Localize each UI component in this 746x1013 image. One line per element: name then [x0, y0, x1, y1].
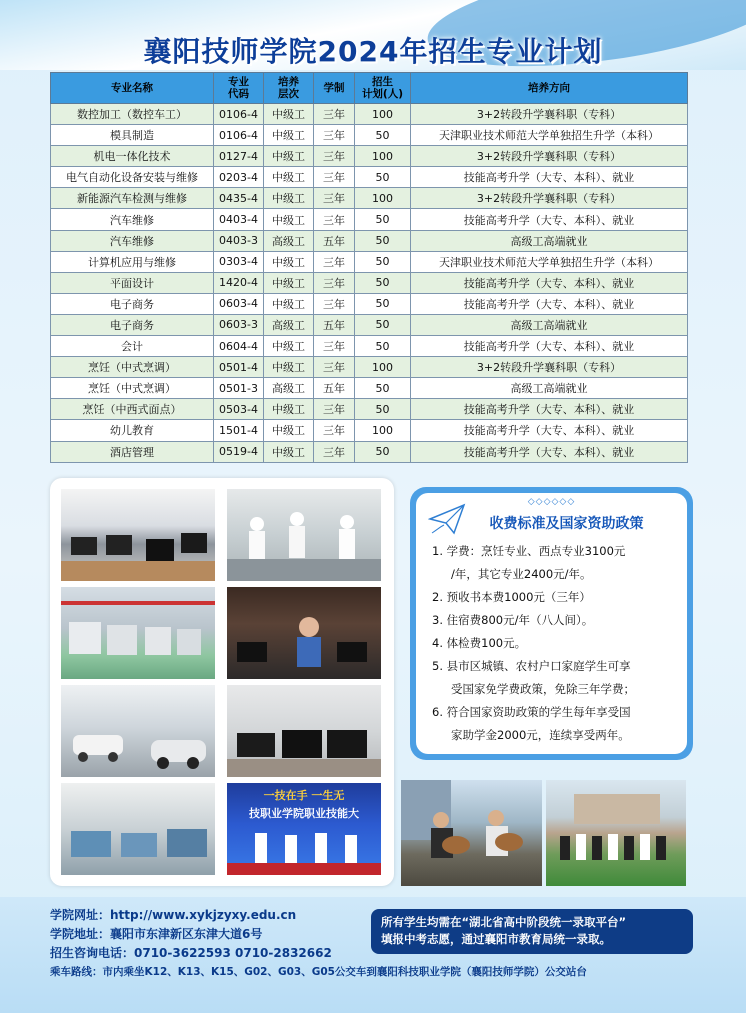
cell-duration: 三年	[314, 209, 355, 230]
fee-policy-panel	[410, 487, 693, 760]
cell-enrollment-plan: 50	[355, 441, 411, 462]
footer-address: 学院地址：襄阳市东津新区东津大道6号	[50, 927, 263, 941]
cell-training-direction: 技能高考升学（大专、本科）、就业	[411, 272, 688, 293]
computer-class-photo	[227, 587, 381, 679]
cell-training-direction: 3+2转段升学襄科职（专科）	[411, 146, 688, 167]
cell-major-code: 0603-4	[214, 293, 264, 314]
fee-item	[432, 655, 677, 701]
cell-enrollment-plan: 100	[355, 357, 411, 378]
fee-policy-card	[416, 493, 687, 754]
cell-training-level: 中级工	[264, 357, 314, 378]
cell-training-level: 中级工	[264, 336, 314, 357]
dancers-illustration	[227, 783, 381, 875]
cell-training-level: 中级工	[264, 293, 314, 314]
table-row	[51, 104, 688, 125]
cell-training-direction: 技能高考升学（大专、本科）、就业	[411, 336, 688, 357]
stage-banner-top: 一技在手 一生无	[263, 789, 345, 802]
cell-duration: 三年	[314, 251, 355, 272]
cell-training-level: 中级工	[264, 420, 314, 441]
cell-training-direction: 技能高考升学（大专、本科）、就业	[411, 441, 688, 462]
table-row	[51, 336, 688, 357]
table-row	[51, 272, 688, 293]
cell-major-code: 0106-4	[214, 104, 264, 125]
fee-item-text: 5. 县市区城镇、农村户口家庭学生可享	[432, 659, 631, 673]
guitar-students-photo	[401, 780, 542, 886]
admission-notice-line2: 填报中考志愿，通过襄阳市教育局统一录取。	[381, 932, 611, 946]
cell-major-code: 0604-4	[214, 336, 264, 357]
cell-enrollment-plan: 100	[355, 104, 411, 125]
computer-class-illustration	[227, 587, 381, 679]
enrollment-plan-table	[50, 72, 688, 463]
cell-enrollment-plan: 50	[355, 209, 411, 230]
table-row	[51, 399, 688, 420]
cell-major-code: 1501-4	[214, 420, 264, 441]
table-row	[51, 167, 688, 188]
header-training-direction: 培养方向	[411, 73, 688, 104]
cell-training-direction: 技能高考升学（大专、本科）、就业	[411, 209, 688, 230]
cell-training-direction: 技能高考升学（大专、本科）、就业	[411, 293, 688, 314]
student-group-illustration	[546, 780, 686, 886]
cell-major-code: 0603-3	[214, 314, 264, 335]
cell-training-level: 高级工	[264, 230, 314, 251]
cell-major-name: 会计	[51, 336, 214, 357]
student-group-photo	[546, 780, 686, 886]
fee-item-text: 3. 住宿费800元/年（八人间）。	[432, 613, 594, 627]
cooking-class-photo	[227, 489, 381, 581]
cell-major-name: 机电一体化技术	[51, 146, 214, 167]
header-enrollment-plan: 招生 计划(人)	[355, 73, 411, 104]
cell-major-code: 0503-4	[214, 399, 264, 420]
table-row	[51, 441, 688, 462]
cell-major-code: 0501-4	[214, 357, 264, 378]
guitar-students-illustration	[401, 780, 542, 886]
cell-duration: 三年	[314, 293, 355, 314]
cell-enrollment-plan: 50	[355, 399, 411, 420]
admission-notice	[371, 909, 693, 954]
table-row	[51, 125, 688, 146]
cell-duration: 三年	[314, 125, 355, 146]
cell-duration: 三年	[314, 441, 355, 462]
cell-major-name: 酒店管理	[51, 441, 214, 462]
cell-enrollment-plan: 50	[355, 167, 411, 188]
cell-training-level: 中级工	[264, 209, 314, 230]
mechanical-training-illustration	[61, 783, 215, 875]
cell-major-name: 平面设计	[51, 272, 214, 293]
header-major-name: 专业名称	[51, 73, 214, 104]
fee-item	[432, 632, 677, 655]
cell-major-code: 0106-4	[214, 125, 264, 146]
cell-major-code: 0519-4	[214, 441, 264, 462]
electronics-lab-illustration	[227, 685, 381, 777]
electronics-lab-photo	[227, 685, 381, 777]
fee-item	[432, 540, 677, 586]
cell-duration: 五年	[314, 230, 355, 251]
auto-repair-illustration	[61, 685, 215, 777]
fee-policy-title: 收费标准及国家资助政策	[489, 516, 644, 532]
fee-item	[432, 586, 677, 609]
skills-competition-stage-photo	[227, 783, 381, 875]
table-row	[51, 188, 688, 209]
cell-training-direction: 高级工高端就业	[411, 230, 688, 251]
cell-duration: 三年	[314, 146, 355, 167]
table-row	[51, 146, 688, 167]
cell-training-level: 中级工	[264, 104, 314, 125]
stage-banner-bottom: 技职业学院职业技能大	[249, 807, 359, 820]
cell-duration: 五年	[314, 314, 355, 335]
page-title: 襄阳技师学院2024年招生专业计划	[143, 35, 603, 68]
cell-major-name: 电子商务	[51, 314, 214, 335]
cell-major-code: 0435-4	[214, 188, 264, 209]
footer-phone: 招生咨询电话：0710-3622593 0710-2832662	[50, 946, 332, 960]
cell-training-level: 中级工	[264, 188, 314, 209]
cell-duration: 三年	[314, 420, 355, 441]
header-duration: 学制	[314, 73, 355, 104]
cell-training-direction: 3+2转段升学襄科职（专科）	[411, 104, 688, 125]
cell-enrollment-plan: 50	[355, 230, 411, 251]
admission-notice-line1: 所有学生均需在“湖北省高中阶段统一录取平台”	[381, 915, 627, 929]
decorative-dots: ◇◇◇◇◇◇	[527, 497, 576, 507]
cell-major-code: 0501-3	[214, 378, 264, 399]
cell-major-name: 新能源汽车检测与维修	[51, 188, 214, 209]
cell-major-code: 0127-4	[214, 146, 264, 167]
cell-enrollment-plan: 50	[355, 336, 411, 357]
footer-bus-route: 乘车路线：市内乘坐K12、K13、K15、G02、G03、G05公交车到襄阳科技职业学院（襄阳技师学院）公交站台	[50, 966, 587, 978]
mechanical-training-photo	[61, 783, 215, 875]
fee-item-continuation: /年，其它专业2400元/年。	[451, 567, 592, 581]
cell-major-name: 幼儿教育	[51, 420, 214, 441]
table-row	[51, 357, 688, 378]
cell-training-level: 中级工	[264, 146, 314, 167]
fee-item-continuation: 受国家免学费政策，免除三年学费；	[451, 682, 635, 696]
table-header-row	[51, 73, 688, 104]
cell-major-name: 电气自动化设备安装与维修	[51, 167, 214, 188]
table-row	[51, 314, 688, 335]
fee-item-text: 4. 体检费100元。	[432, 636, 527, 650]
cell-duration: 三年	[314, 357, 355, 378]
header-major-code: 专业 代码	[214, 73, 264, 104]
cell-training-level: 中级工	[264, 125, 314, 146]
fee-item-text: 6. 符合国家资助政策的学生每年享受国	[432, 705, 631, 719]
cell-training-level: 高级工	[264, 378, 314, 399]
cell-enrollment-plan: 50	[355, 272, 411, 293]
cell-training-direction: 技能高考升学（大专、本科）、就业	[411, 399, 688, 420]
cell-major-code: 0403-4	[214, 209, 264, 230]
auto-repair-workshop-photo	[61, 685, 215, 777]
cell-training-direction: 高级工高端就业	[411, 378, 688, 399]
fee-policy-list	[432, 540, 677, 747]
cell-duration: 三年	[314, 272, 355, 293]
cell-major-code: 0403-3	[214, 230, 264, 251]
cell-duration: 三年	[314, 167, 355, 188]
cell-duration: 三年	[314, 188, 355, 209]
cell-major-name: 数控加工（数控车工）	[51, 104, 214, 125]
cell-training-level: 高级工	[264, 314, 314, 335]
table-row	[51, 209, 688, 230]
cell-major-code: 0203-4	[214, 167, 264, 188]
table-row	[51, 230, 688, 251]
cell-enrollment-plan: 100	[355, 420, 411, 441]
cell-major-name: 电子商务	[51, 293, 214, 314]
fee-item-text: 2. 预收书本费1000元（三年）	[432, 590, 591, 604]
header-training-level: 培养 层次	[264, 73, 314, 104]
cell-duration: 三年	[314, 336, 355, 357]
computer-lab-photo	[61, 489, 215, 581]
cell-training-level: 中级工	[264, 441, 314, 462]
fee-item-continuation: 家助学金2000元，连续享受两年。	[451, 728, 630, 742]
cell-major-code: 0303-4	[214, 251, 264, 272]
table-row	[51, 251, 688, 272]
table-row	[51, 378, 688, 399]
cell-enrollment-plan: 100	[355, 188, 411, 209]
cell-major-name: 计算机应用与维修	[51, 251, 214, 272]
cell-enrollment-plan: 100	[355, 146, 411, 167]
cell-training-direction: 技能高考升学（大专、本科）、就业	[411, 420, 688, 441]
cell-duration: 三年	[314, 399, 355, 420]
cnc-workshop-illustration	[61, 587, 215, 679]
cooking-class-illustration	[227, 489, 381, 581]
fee-item-text: 1. 学费：烹饪专业、西点专业3100元	[432, 544, 626, 558]
cell-duration: 五年	[314, 378, 355, 399]
fee-item	[432, 701, 677, 747]
cell-training-direction: 3+2转段升学襄科职（专科）	[411, 357, 688, 378]
cell-enrollment-plan: 50	[355, 378, 411, 399]
cell-training-direction: 3+2转段升学襄科职（专科）	[411, 188, 688, 209]
cell-training-direction: 天津职业技术师范大学单独招生升学（本科）	[411, 251, 688, 272]
cell-enrollment-plan: 50	[355, 293, 411, 314]
cell-training-level: 中级工	[264, 167, 314, 188]
cell-major-name: 模具制造	[51, 125, 214, 146]
cell-training-level: 中级工	[264, 251, 314, 272]
cell-enrollment-plan: 50	[355, 125, 411, 146]
footer-website: 学院网址：http://www.xykjzyxy.edu.cn	[50, 908, 297, 922]
computer-lab-illustration	[61, 489, 215, 581]
cell-major-name: 汽车维修	[51, 209, 214, 230]
table-row	[51, 293, 688, 314]
cell-enrollment-plan: 50	[355, 251, 411, 272]
cell-major-code: 1420-4	[214, 272, 264, 293]
cell-training-level: 中级工	[264, 272, 314, 293]
cell-enrollment-plan: 50	[355, 314, 411, 335]
table-row	[51, 420, 688, 441]
cell-training-level: 中级工	[264, 399, 314, 420]
cell-major-name: 烹饪（中式烹调）	[51, 357, 214, 378]
cell-training-direction: 技能高考升学（大专、本科）、就业	[411, 167, 688, 188]
cnc-workshop-photo	[61, 587, 215, 679]
cell-training-direction: 天津职业技术师范大学单独招生升学（本科）	[411, 125, 688, 146]
cell-duration: 三年	[314, 104, 355, 125]
cell-major-name: 烹饪（中式烹调）	[51, 378, 214, 399]
cell-training-direction: 高级工高端就业	[411, 314, 688, 335]
campus-photo-panel	[50, 478, 394, 886]
cell-major-name: 汽车维修	[51, 230, 214, 251]
cell-major-name: 烹饪（中西式面点）	[51, 399, 214, 420]
fee-item	[432, 609, 677, 632]
